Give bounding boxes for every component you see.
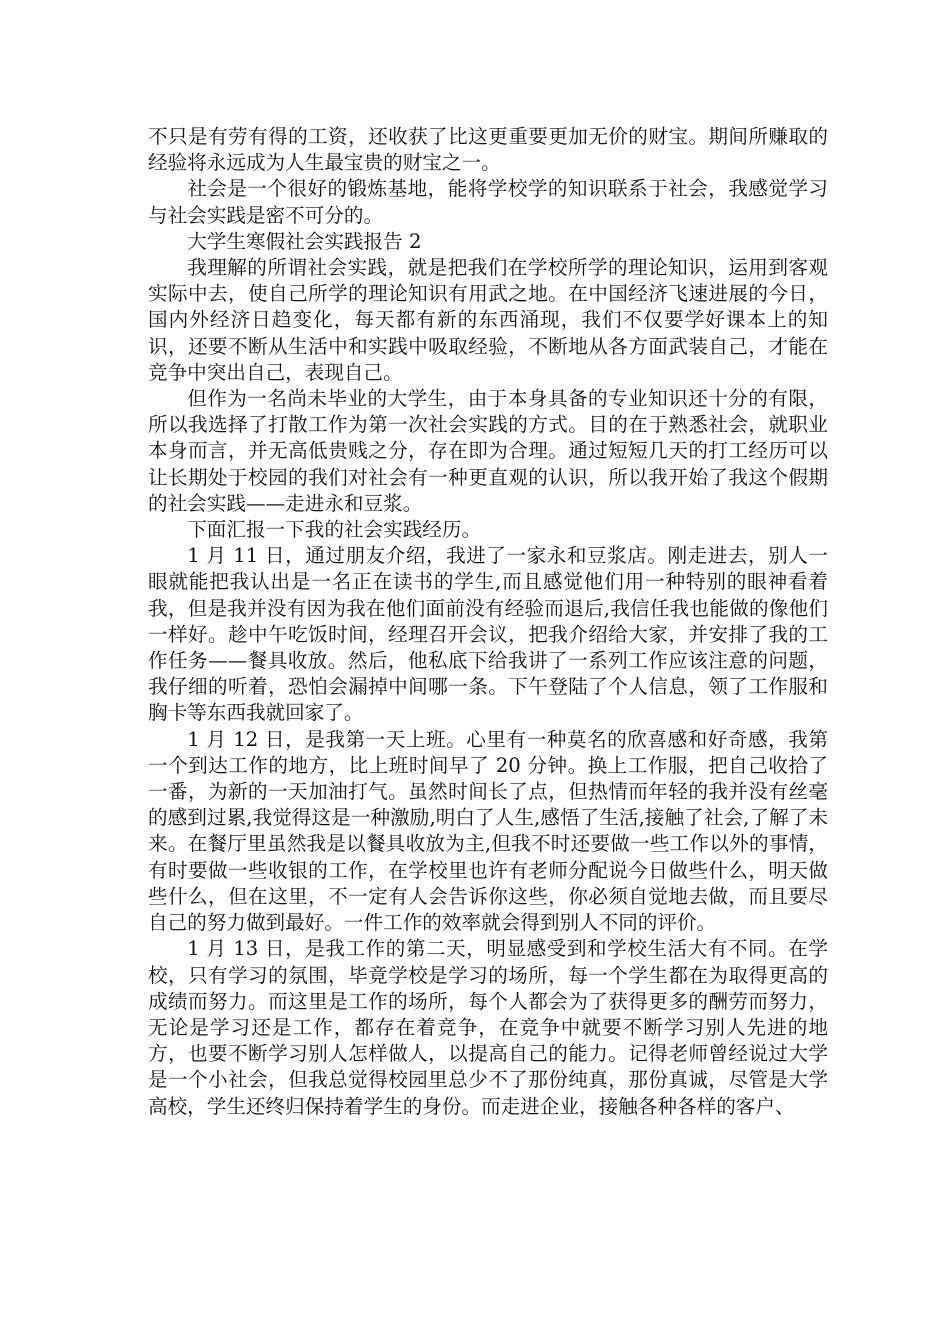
paragraph-jan-12: 1 月 12 日，是我第一天上班。心里有一种莫名的欣喜感和好奇感，我第一个到达工作的地方，比上班时间早了 20 分钟。换上工作服，把自己收拾了一番，为新的一天加油打气。虽然时间长了点，但热情而年轻的我并没有丝毫的感到过累,我觉得这是一种激励,明白了人生,感悟了生活,接触了社会,了解了未来。在餐厅里虽然我是以餐具收放为主,但我不时还要做一些工作以外的事情，有时要做一些收银的工作，在学校里也许有老师分配说今日做些什么，明天做些什么，但在这里，不一定有人会告诉你这些，你必须自觉地去做，而且要尽自己的努力做到最好。一件工作的效率就会得到别人不同的评价。	[148, 727, 828, 935]
paragraph-jan-11: 1 月 11 日，通过朋友介绍，我进了一家永和豆浆店。刚走进去，别人一眼就能把我认出是一名正在读书的学生,而且感觉他们用一种特别的眼神看着我，但是我并没有因为我在他们面前没有经验而退后,我信任我也能做的像他们一样好。趁中午吃饭时间，经理召开会议，把我介绍给大家，并安排了我的工作任务——餐具收放。然后，他私底下给我讲了一系列工作应该注意的问题，我仔细的听着，恐怕会漏掉中间哪一条。下午登陆了个人信息，领了工作服和胸卡等东西我就回家了。	[148, 544, 828, 725]
paragraph-society-training: 社会是一个很好的锻炼基地，能将学校学的知识联系于社会，我感觉学习与社会实践是密不可分的。	[148, 177, 828, 227]
document-page	[148, 124, 828, 1120]
paragraph-part-time-choice: 但作为一名尚未毕业的大学生，由于本身具备的专业知识还十分的有限，所以我选择了打散工作为第一次社会实践的方式。目的在于熟悉社会，就职业本身而言，并无高低贵贱之分，存在即为合理。通过短短几天的打工经历可以让长期处于校园的我们对社会有一种更直观的认识，所以我开始了我这个假期的社会实践——走进永和豆浆。	[148, 387, 828, 515]
report-heading: 大学生寒假社会实践报告 2	[187, 229, 422, 253]
paragraph-continuation: 不只是有劳有得的工资，还收获了比这更重要更加无价的财宝。期间所赚取的经验将永远成为人生最宝贵的财宝之一。	[148, 125, 828, 175]
paragraph-report-intro: 下面汇报一下我的社会实践经历。	[187, 518, 482, 542]
paragraph-understanding: 我理解的所谓社会实践，就是把我们在学校所学的理论知识，运用到客观实际中去，使自己所学的理论知识有用武之地。在中国经济飞速进展的今日，国内外经济日趋变化，每天都有新的东西涌现，我们不仅要学好课本上的知识，还要不断从生活中和实践中吸取经验，不断地从各方面武装自己，才能在竞争中突出自己，表现自己。	[148, 256, 828, 384]
paragraph-jan-13: 1 月 13 日，是我工作的第二天，明显感受到和学校生活大有不同。在学校，只有学习的氛围，毕竟学校是学习的场所，每一个学生都在为取得更高的成绩而努力。而这里是工作的场所，每个人都会为了获得更多的酬劳而努力，无论是学习还是工作，都存在着竞争，在竞争中就要不断学习别人先进的地方，也要不断学习别人怎样做人，以提高自己的能力。记得老师曾经说过大学是一个小社会，但我总觉得校园里总少不了那份纯真，那份真诚，尽管是大学高校，学生还终归保持着学生的身份。而走进企业，接触各种各样的客户、	[148, 937, 828, 1118]
